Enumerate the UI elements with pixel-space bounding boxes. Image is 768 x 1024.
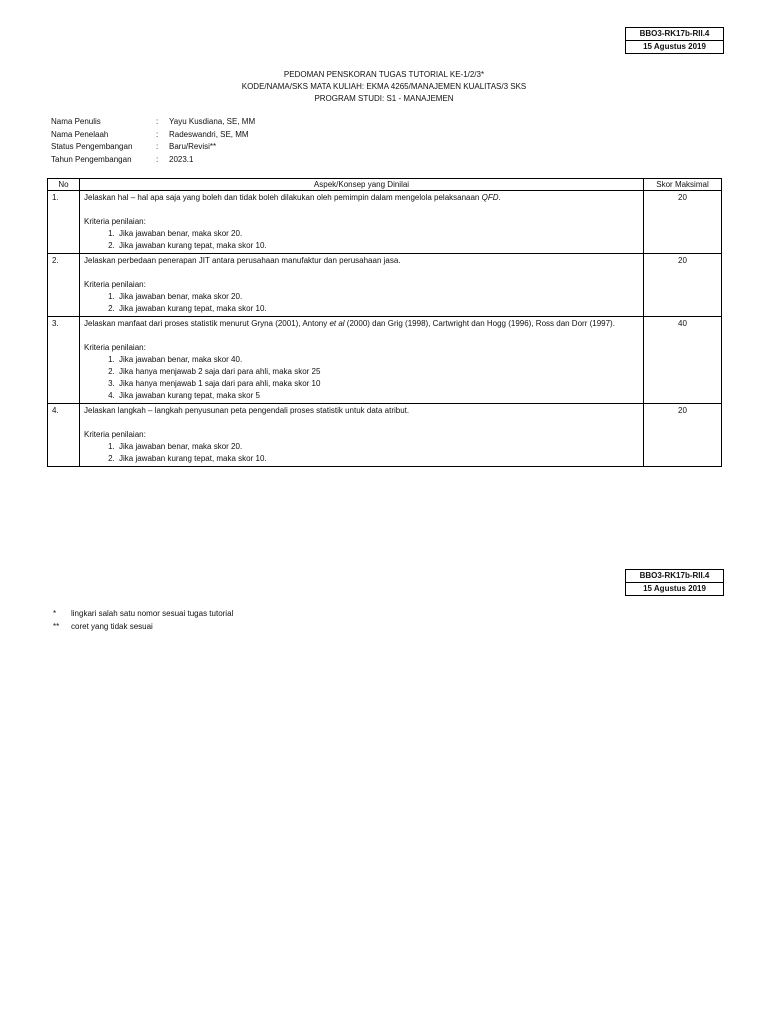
row-number: 4. (48, 404, 80, 467)
title-line-2: KODE/NAMA/SKS MATA KULIAH: EKMA 4265/MANAJEMEN KUALITAS/3 SKS (241, 82, 527, 91)
meta-row (51, 116, 255, 129)
question-part: (2000) dan Grig (1998), Cartwright dan Hogg (1996), Ross dan Dorr (1997). (344, 319, 615, 328)
question-part: Jelaskan perbedaan penerapan JIT antara perusahaan manufaktur dan perusahaan jasa. (84, 256, 401, 265)
meta-value: Baru/Revisi** (169, 142, 217, 151)
table-row (48, 404, 722, 467)
criteria-item: 1. Jika jawaban benar, maka skor 20. (117, 441, 639, 453)
meta-label: Status Pengembangan (51, 142, 133, 151)
criteria-label: Kriteria penilaian: (84, 430, 146, 439)
footnote (53, 620, 233, 633)
footnote-mark: ** (53, 622, 60, 631)
scoring-table (47, 178, 722, 467)
footnote-mark: * (53, 609, 57, 618)
criteria-item: 1. Jika jawaban benar, maka skor 40. (117, 354, 639, 366)
criteria-list (84, 441, 639, 465)
question-italic: QFD (481, 193, 499, 202)
footnote-text: coret yang tidak sesuai (71, 622, 153, 631)
row-max-score: 20 (644, 191, 722, 254)
footnotes (53, 607, 233, 633)
meta-separator: : (156, 142, 159, 151)
header-score: Skor Maksimal (644, 179, 722, 191)
criteria-label: Kriteria penilaian: (84, 343, 146, 352)
criteria-list (84, 291, 639, 315)
row-aspect (80, 254, 644, 317)
meta-row (51, 154, 255, 167)
document-code: BBO3-RK17b-RII.4 (639, 29, 710, 38)
question-part: Jelaskan hal – hal apa saja yang boleh dan tidak boleh dilakukan oleh pemimpin dalam mengelola pelaksanaan (84, 193, 482, 202)
meta-label: Nama Penulis (51, 117, 101, 126)
meta-label: Nama Penelaah (51, 129, 109, 139)
meta-row (51, 141, 255, 154)
footnote-text: lingkari salah satu nomor sesuai tugas tutorial (71, 609, 234, 618)
criteria-item: 1. Jika jawaban benar, maka skor 20. (117, 228, 639, 240)
row-number: 1. (48, 191, 80, 254)
criteria-list (84, 228, 639, 252)
meta-value: Radeswandri, SE, MM (169, 129, 249, 139)
title-line-3: PROGRAM STUDI: S1 - MANAJEMEN (314, 94, 454, 103)
question-text (84, 405, 639, 417)
row-aspect (80, 191, 644, 254)
meta-separator: : (156, 154, 159, 164)
criteria-item: 4. Jika jawaban kurang tepat, maka skor 5 (117, 390, 639, 402)
row-aspect (80, 404, 644, 467)
criteria-label: Kriteria penilaian: (84, 280, 146, 289)
row-max-score: 40 (644, 317, 722, 404)
meta-separator: : (156, 117, 159, 126)
question-text (84, 192, 639, 204)
criteria-item: 2. Jika jawaban kurang tepat, maka skor 10. (117, 453, 639, 465)
document-code-box-top (625, 27, 724, 54)
document-date: 15 Agustus 2019 (626, 40, 723, 53)
metadata-list (51, 116, 255, 166)
table-row (48, 254, 722, 317)
criteria-list (84, 354, 639, 402)
criteria-item: 2. Jika hanya menjawab 2 saja dari para ahli, maka skor 25 (117, 366, 639, 378)
footnote (53, 607, 233, 620)
question-part: Jelaskan manfaat dari proses statistik menurut Gryna (2001), Antony (84, 319, 330, 328)
criteria-item: 2. Jika jawaban kurang tepat, maka skor 10. (117, 240, 639, 252)
question-italic: et al (329, 319, 345, 328)
row-max-score: 20 (644, 404, 722, 467)
question-text (84, 318, 639, 330)
title-line-1: PEDOMAN PENSKORAN TUGAS TUTORIAL KE-1/2/3* (283, 70, 485, 79)
document-code-box-bottom (625, 569, 724, 596)
meta-row (51, 129, 255, 142)
document-code: BBO3-RK17b-RII.4 (639, 571, 710, 580)
question-part: . (498, 193, 501, 202)
meta-value: 2023.1 (169, 154, 194, 164)
table-header-row (48, 179, 722, 191)
criteria-item: 3. Jika hanya menjawab 1 saja dari para ahli, maka skor 10 (117, 378, 639, 390)
meta-label: Tahun Pengembangan (51, 154, 132, 164)
header-aspect: Aspek/Konsep yang Dinilai (80, 179, 644, 191)
row-max-score: 20 (644, 254, 722, 317)
page-title (0, 69, 768, 105)
document-date: 15 Agustus 2019 (626, 582, 723, 595)
meta-separator: : (156, 129, 159, 139)
header-no: No (48, 179, 80, 191)
row-aspect (80, 317, 644, 404)
criteria-label: Kriteria penilaian: (84, 217, 146, 226)
row-number: 3. (48, 317, 80, 404)
question-text (84, 255, 639, 267)
criteria-item: 1. Jika jawaban benar, maka skor 20. (117, 291, 639, 303)
question-part: Jelaskan langkah – langkah penyusunan peta pengendali proses statistik untuk data atribut. (84, 406, 410, 415)
table-row (48, 317, 722, 404)
table-row (48, 191, 722, 254)
criteria-item: 2. Jika jawaban kurang tepat, maka skor 10. (117, 303, 639, 315)
row-number: 2. (48, 254, 80, 317)
meta-value: Yayu Kusdiana, SE, MM (169, 117, 256, 126)
